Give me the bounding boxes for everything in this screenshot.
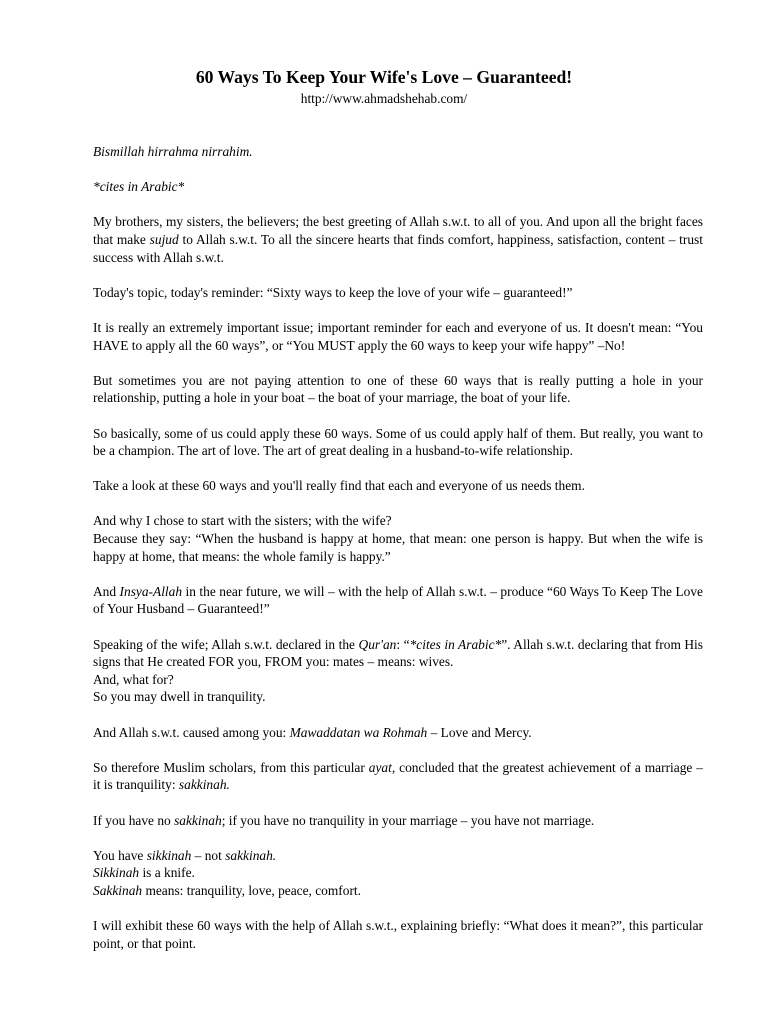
italic-term: Mawaddatan wa Rohmah xyxy=(289,724,428,740)
italic-term: sakkinah. xyxy=(178,777,230,793)
paragraph-greeting xyxy=(93,213,703,266)
paragraph-sikkinah xyxy=(93,847,703,900)
cites-note: *cites in Arabic* xyxy=(93,179,185,195)
text: Because they say: “When the husband is happy at home, that mean: one person is happy. But when the wife is happy at home, that means: the whole family is happy.” xyxy=(93,531,703,564)
text: Speaking of the wife; Allah s.w.t. declared in the xyxy=(93,636,359,652)
text: in the near future, we will – with the help of Allah s.w.t. – produce “60 Ways To Keep The Love of Your Husband – Guaranteed!” xyxy=(93,583,703,617)
paragraph-champion: So basically, some of us could apply these 60 ways. Some of us could apply half of them. But really, you want to be a champion. The art of love. The art of great dealing in a husband-to-wife relationship. xyxy=(93,425,703,459)
paragraph-cites xyxy=(93,178,703,196)
italic-term: Sikkinah xyxy=(93,865,140,881)
text: : “ xyxy=(396,636,410,652)
paragraph-look: Take a look at these 60 ways and you'll really find that each and everyone of us needs them. xyxy=(93,478,585,494)
text-line xyxy=(93,864,703,882)
paragraph-mercy xyxy=(93,724,703,742)
text-line: And why I chose to start with the sisters; with the wife? xyxy=(93,513,392,529)
text-line xyxy=(93,882,703,900)
text: means: tranquility, love, peace, comfort. xyxy=(142,882,361,898)
italic-term: *cites in Arabic* xyxy=(409,636,502,652)
italic-term: sujud xyxy=(149,231,179,247)
text: My brothers, my sisters, the believers; the best greeting of Allah s.w.t. to all of you. And upon all the bright faces that make xyxy=(93,214,703,247)
text: is a knife. xyxy=(139,865,195,881)
paragraph-exhibit: I will exhibit these 60 ways with the help of Allah s.w.t., explaining briefly: “What does it mean?”, this particular point, or that point. xyxy=(93,918,703,951)
text: If you have no xyxy=(93,812,175,828)
text: So therefore Muslim scholars, from this particular xyxy=(93,759,369,775)
italic-term: sikkinah xyxy=(146,847,192,863)
italic-term: Qur'an xyxy=(358,636,397,652)
text: – Love and Mercy. xyxy=(427,724,532,740)
text-line: So you may dwell in tranquility. xyxy=(93,689,266,705)
source-url: http://www.ahmadshehab.com/ xyxy=(300,91,468,106)
italic-term: Sakkinah xyxy=(93,882,143,898)
italic-term: ayat, xyxy=(368,759,396,775)
paragraph-attention: But sometimes you are not paying attention to one of these 60 ways that is really putting a hole in your relationship, putting a hole in your boat – the boat of your marriage, the boat of your life. xyxy=(93,372,703,406)
italic-term: Insya-Allah xyxy=(119,583,183,599)
text-line xyxy=(93,847,703,865)
paragraph-why xyxy=(93,512,703,565)
document-title: 60 Ways To Keep Your Wife's Love – Guaranteed! xyxy=(195,67,573,87)
text: concluded that the greatest achievement of a marriage – it is tranquility: xyxy=(93,759,703,793)
italic-term: sakkinah xyxy=(174,812,222,828)
paragraph-no-sakkinah xyxy=(93,812,703,830)
paragraph-opening xyxy=(93,143,703,161)
text: And Allah s.w.t. caused among you: xyxy=(93,724,290,740)
text: You have xyxy=(93,847,147,863)
text: – not xyxy=(191,847,226,863)
text-line: And, what for? xyxy=(93,671,174,687)
paragraph-scholars xyxy=(93,759,703,794)
paragraph-topic: Today's topic, today's reminder: “Sixty ways to keep the love of your wife – guaranteed!” xyxy=(93,284,573,300)
paragraph-quran xyxy=(93,636,703,706)
opening-phrase: Bismillah hirrahma nirrahim. xyxy=(93,144,253,159)
text: And xyxy=(93,583,120,599)
document-body xyxy=(93,143,703,970)
paragraph-important: It is really an extremely important issue; important reminder for each and everyone of us. It doesn't mean: “You HAVE to apply all the 60 ways”, or “You MUST apply the 60 ways to keep your wife happy” –No! xyxy=(93,319,703,353)
text: ”. Allah s.w.t. declaring that from His signs that He created FOR you, FROM you: mates – means: wives. xyxy=(93,636,703,670)
text: ; if you have no tranquility in your marriage – you have not marriage. xyxy=(221,812,595,828)
paragraph-insya xyxy=(93,583,703,618)
text: to Allah s.w.t. To all the sincere hearts that finds comfort, happiness, satisfaction, content – trust success with Allah s.w.t. xyxy=(93,231,703,265)
italic-term: sakkinah. xyxy=(225,847,277,863)
